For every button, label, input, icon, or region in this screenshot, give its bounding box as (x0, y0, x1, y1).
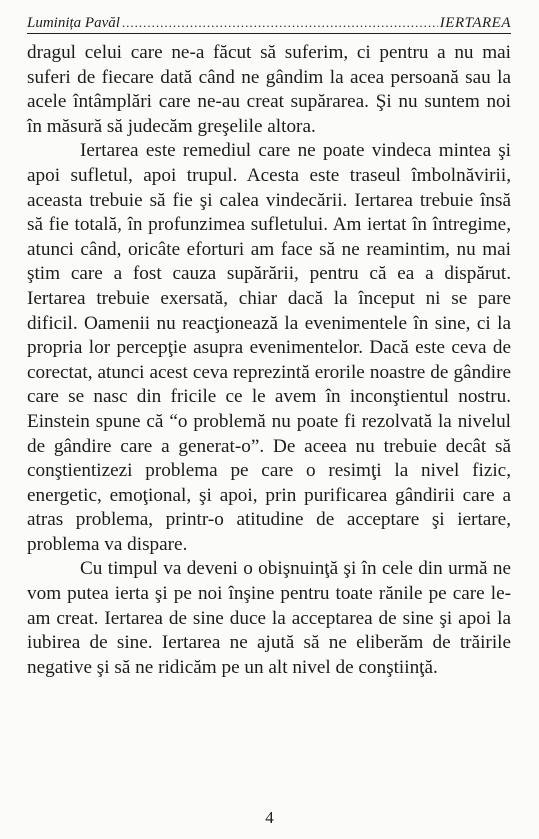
page-number: 4 (265, 808, 274, 827)
header-author: Luminița Pavăl (27, 15, 120, 31)
header-rule (27, 33, 511, 34)
running-header (27, 10, 511, 32)
paragraph-forgiveness-remedy: Iertarea este remediul care ne poate vindeca mintea şi apoi sufletul, apoi trupul. Acesta este traseul îmbolnăvirii, aceasta trebuie să fie şi calea vindecării. Iertarea trebuie însă să fie totală, în profunzimea sufletului. Am iertat în întregime, atunci când, oricâte eforturi am face să ne reamintim, nu mai ştim care a fost cauza supărării, pentru că ea a dispărut. Iertarea trebuie exersată, chiar dacă la început ni se pare dificil. Oamenii nu reacţionează la evenimentele în sine, ci la propria lor percepţie asupra evenimentelor. Dacă este ceva de corectat, atunci acest ceva reprezintă erorile noastre de gândire care se nasc din fricile ce le avem în inconştientul nostru. Einstein spune că “o problemă nu poate fi rezolvată la nivelul de gândire care a generat-o”. De aceea nu trebuie decât să conştientizezi problema pe care o resimţi la nivel fizic, energetic, emoţional, şi apoi, prin purificarea gândirii care a atras problema, printr-o atitudine de acceptare şi iertare, problema va dispare. (27, 140, 511, 555)
paragraph-self-forgiveness: Cu timpul va deveni o obişnuinţă şi în cele din urmă ne vom putea ierta şi pe noi înşine pentru toate rănile pe care le-am creat. Iertarea de sine duce la acceptarea de sine şi apoi la iubirea de sine. Iertarea ne ajută să ne eliberăm de trăirile negative şi să ne ridicăm pe un alt nivel de conştiinţă. (27, 558, 511, 678)
header-leader-dots (122, 14, 438, 32)
paragraph-continued: dragul celui care ne-a făcut să suferim, ci pentru a nu mai suferi de fiecare dată când ne gândim la acea persoană sau la acele întâmplări care ne-au creat supărarea. Şi nu suntem noi în măsură să judecăm greşelile altora. (27, 42, 511, 137)
header-book-title: IERTAREA (439, 15, 511, 31)
body-text (27, 41, 511, 680)
